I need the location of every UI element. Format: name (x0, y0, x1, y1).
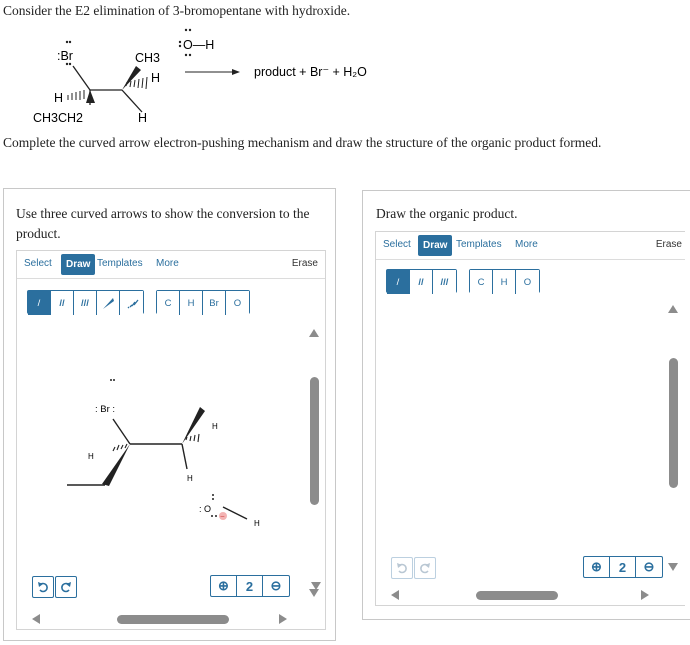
menu-select[interactable]: Select (24, 258, 52, 269)
bond-tool-group (27, 290, 144, 314)
hash-bond-icon (125, 296, 139, 310)
bond-tool-group (386, 269, 457, 293)
question-title: Consider the E2 elimination of 3-bromopentane with hydroxide. (3, 3, 351, 18)
instructions: Complete the curved arrow electron-pushing mechanism and draw the structure of the organic product formed. (3, 135, 602, 150)
mechanism-prompt: Use three curved arrows to show the conversion to the product. (16, 206, 310, 241)
zoom-in-icon[interactable]: ⊕ (211, 576, 237, 596)
single-bond-tool[interactable]: / (387, 270, 410, 294)
product-editor (375, 231, 685, 606)
zoom-in-icon[interactable]: ⊕ (584, 557, 610, 577)
menu-more[interactable]: More (515, 239, 538, 250)
atom-o-tool[interactable]: O (516, 270, 539, 294)
canvas-o-charge: − (220, 512, 225, 521)
double-bond-tool[interactable]: // (51, 291, 74, 315)
single-bond-tool[interactable]: / (28, 291, 51, 315)
undo-icon (37, 581, 49, 593)
menu-erase[interactable]: Erase (655, 239, 682, 250)
redo-icon (419, 562, 431, 574)
product-prompt: Draw the organic product. (376, 206, 518, 221)
reactant-h-upper-label: H (151, 71, 161, 85)
menu-select[interactable]: Select (383, 239, 411, 250)
undo-button[interactable] (391, 557, 413, 579)
mechanism-panel (3, 188, 336, 641)
menu-draw[interactable]: Draw (418, 235, 452, 256)
menu-more[interactable]: More (156, 258, 179, 269)
canvas-h-oh: H (254, 519, 260, 528)
mechanism-toolbar (27, 290, 250, 314)
redo-button[interactable] (414, 557, 436, 579)
atom-tool-group (469, 269, 540, 293)
reactant-br-label: :Br (57, 49, 73, 63)
atom-o-tool[interactable]: O (226, 291, 249, 315)
hash-bond-tool[interactable] (120, 291, 143, 315)
vertical-scrollbar[interactable] (310, 377, 319, 505)
atom-c-tool[interactable]: C (470, 270, 493, 294)
horizontal-scrollbar[interactable] (476, 591, 558, 600)
products-label: product + Br⁻ + H₂O (254, 65, 367, 79)
zoom-controls (210, 575, 290, 597)
scroll-left-arrow[interactable] (391, 590, 399, 600)
zoom-menu-arrow[interactable] (311, 582, 321, 590)
zoom-reset-icon[interactable]: 2 (610, 557, 636, 577)
product-panel (362, 190, 690, 620)
scroll-down-arrow[interactable] (309, 589, 319, 597)
redo-button[interactable] (55, 576, 77, 598)
scroll-left-arrow[interactable] (32, 614, 40, 624)
canvas-h-right-lower: H (187, 474, 193, 483)
zoom-reset-icon[interactable]: 2 (237, 576, 263, 596)
scroll-right-arrow[interactable] (641, 590, 649, 600)
menu-erase[interactable]: Erase (291, 258, 318, 269)
reagent-label: O—H (183, 38, 215, 52)
product-canvas[interactable] (376, 298, 666, 538)
reaction-scheme (0, 22, 420, 128)
reactant-ch3-label: CH3 (135, 51, 161, 65)
canvas-br-label: : Br : (95, 404, 116, 415)
zoom-menu-arrow[interactable] (668, 563, 678, 571)
wedge-bond-tool[interactable] (97, 291, 120, 315)
reactant-h-left-label: H (54, 91, 64, 105)
atom-c-tool[interactable]: C (157, 291, 180, 315)
canvas-h-right-upper: H (212, 422, 218, 431)
menu-draw[interactable]: Draw (61, 254, 95, 275)
scroll-up-arrow[interactable] (309, 329, 319, 337)
horizontal-scrollbar[interactable] (117, 615, 229, 624)
canvas-o-label: : O (199, 504, 212, 514)
scroll-right-arrow[interactable] (279, 614, 287, 624)
mechanism-menubar (17, 251, 325, 279)
reactant-h-lower-label: H (138, 111, 148, 125)
mechanism-canvas[interactable] (17, 319, 317, 559)
product-toolbar (386, 269, 540, 293)
undo-button[interactable] (32, 576, 54, 598)
vertical-scrollbar[interactable] (669, 358, 678, 488)
product-menubar (376, 232, 685, 260)
redo-icon (60, 581, 72, 593)
canvas-h-left: H (88, 452, 94, 461)
undo-icon (396, 562, 408, 574)
wedge-bond-icon (101, 296, 115, 310)
reactant-ch3ch2-label: CH3CH2 (33, 111, 84, 125)
atom-h-tool[interactable]: H (493, 270, 516, 294)
double-bond-tool[interactable]: // (410, 270, 433, 294)
atom-br-tool[interactable]: Br (203, 291, 226, 315)
zoom-controls (583, 556, 663, 578)
atom-h-tool[interactable]: H (180, 291, 203, 315)
mechanism-editor (16, 250, 326, 630)
scroll-up-arrow[interactable] (668, 305, 678, 313)
triple-bond-tool[interactable]: /// (74, 291, 97, 315)
menu-templates[interactable]: Templates (97, 258, 143, 269)
zoom-out-icon[interactable]: ⊖ (643, 559, 655, 574)
menu-templates[interactable]: Templates (456, 239, 502, 250)
atom-tool-group (156, 290, 250, 314)
triple-bond-tool[interactable]: /// (433, 270, 456, 294)
zoom-out-icon[interactable]: ⊖ (270, 578, 282, 593)
